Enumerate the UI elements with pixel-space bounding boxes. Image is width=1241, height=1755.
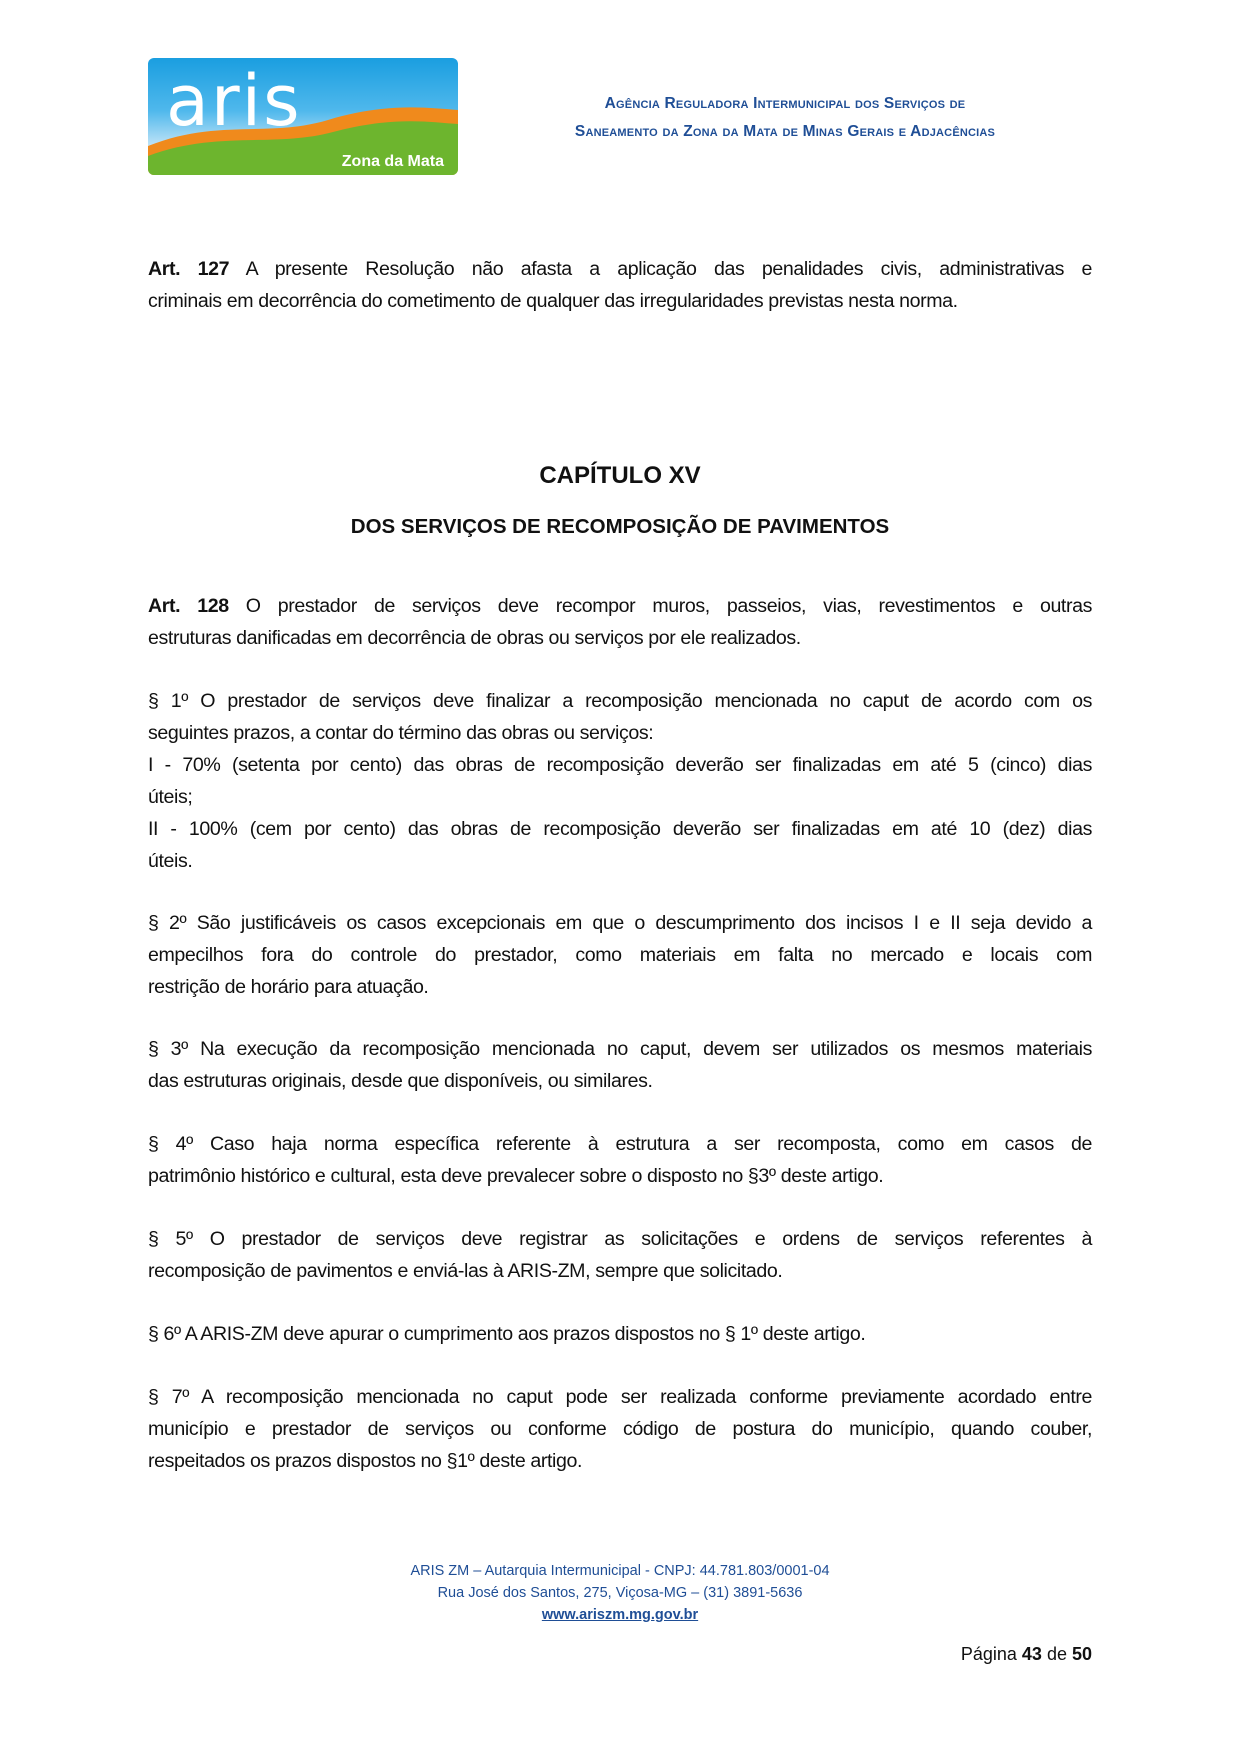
paragraph-1-line-1: § 1º O prestador de serviços deve finalizar a recomposição mencionada no caput de acordo com os [148,690,1092,712]
chapter-title: CAPÍTULO XV [539,462,701,489]
article-128-text-2: estruturas danificadas em decorrência de obras ou serviços por ele realizados. [148,627,801,649]
page-total: 50 [1071,1644,1092,1664]
paragraph-5-line-1: § 5º O prestador de serviços deve registrar as solicitações e ordens de serviços referentes à [148,1228,1092,1250]
paragraph-2-line-2: empecilhos fora do controle do prestador, como materiais em falta no mercado e locais com [148,944,1092,966]
article-128-text-1: O prestador de serviços deve recompor muros, passeios, vias, revestimentos e outras [228,595,1092,617]
inciso-1-cont: úteis; [148,786,193,808]
paragraph-2-line-1: § 2º São justificáveis os casos excepcionais em que o descumprimento dos incisos I e II seja devido a [148,912,1092,934]
paragraph-4 [148,1128,1092,1192]
paragraph-4-line-2: patrimônio histórico e cultural, esta deve prevalecer sobre o disposto no §3º deste artigo. [148,1165,884,1187]
footer [350,1560,890,1626]
inciso-1: I - 70% (setenta por cento) das obras de recomposição deverão ser finalizadas em até 5 (cinco) dias [148,754,1092,776]
paragraph-3 [148,1033,1092,1097]
page-prefix: Página [960,1644,1022,1664]
paragraph-5-line-2: recomposição de pavimentos e enviá-las à ARIS-ZM, sempre que solicitado. [148,1260,783,1282]
paragraph-6 [148,1318,1092,1350]
paragraph-7-line-1: § 7º A recomposição mencionada no caput pode ser realizada conforme previamente acordado entre [148,1386,1092,1408]
paragraph-1 [148,685,1092,877]
page-current: 43 [1021,1644,1042,1664]
paragraph-2 [148,907,1092,1003]
logo-subtitle: Zona da Mata [341,153,444,170]
article-128 [148,590,1092,654]
agency-name-line-1: Agência Reguladora Intermunicipal dos Serviços de [604,95,966,112]
chapter-subtitle: DOS SERVIÇOS DE RECOMPOSIÇÃO DE PAVIMENTOS [350,515,890,538]
page-mid: de [1041,1644,1072,1664]
article-127-text-2: criminais em decorrência do cometimento de qualquer das irregularidades previstas nesta norma. [148,290,958,312]
footer-address-line: Rua José dos Santos, 275, Viçosa-MG – (31) 3891-5636 [437,1585,803,1601]
aris-logo [148,58,458,175]
paragraph-7-line-2: município e prestador de serviços ou conforme código de postura do município, quando couber, [148,1418,1092,1440]
footer-org-line: ARIS ZM – Autarquia Intermunicipal - CNPJ: 44.781.803/0001-04 [410,1563,830,1579]
paragraph-3-line-1: § 3º Na execução da recomposição mencionada no caput, devem ser utilizados os mesmos materiais [148,1038,1092,1060]
article-127-label: Art. 127 [148,258,230,280]
page-number [961,1644,1092,1665]
article-128-label: Art. 128 [148,595,229,617]
agency-name-line-2: Saneamento da Zona da Mata de Minas Gerais e Adjacências [574,123,996,140]
paragraph-5 [148,1223,1092,1287]
paragraph-7-line-3: respeitados os prazos dispostos no §1º deste artigo. [148,1450,583,1472]
footer-website-link[interactable]: www.ariszm.mg.gov.br [541,1607,699,1623]
logo-wordmark: aris [166,60,302,142]
article-127 [148,253,1092,317]
paragraph-1-line-2: seguintes prazos, a contar do término das obras ou serviços: [148,722,654,744]
inciso-2: II - 100% (cem por cento) das obras de recomposição deverão ser finalizadas em até 10 (dez) dias [148,818,1092,840]
paragraph-4-line-1: § 4º Caso haja norma específica referente à estrutura a ser recomposta, como em casos de [148,1133,1092,1155]
paragraph-2-line-3: restrição de horário para atuação. [148,976,429,998]
inciso-2-cont: úteis. [148,850,193,872]
paragraph-6-line-1: § 6º A ARIS-ZM deve apurar o cumprimento aos prazos dispostos no § 1º deste artigo. [148,1323,866,1345]
paragraph-3-line-2: das estruturas originais, desde que disponíveis, ou similares. [148,1070,653,1092]
article-127-text-1: A presente Resolução não afasta a aplicação das penalidades civis, administrativas e [229,258,1092,280]
paragraph-7 [148,1381,1092,1477]
